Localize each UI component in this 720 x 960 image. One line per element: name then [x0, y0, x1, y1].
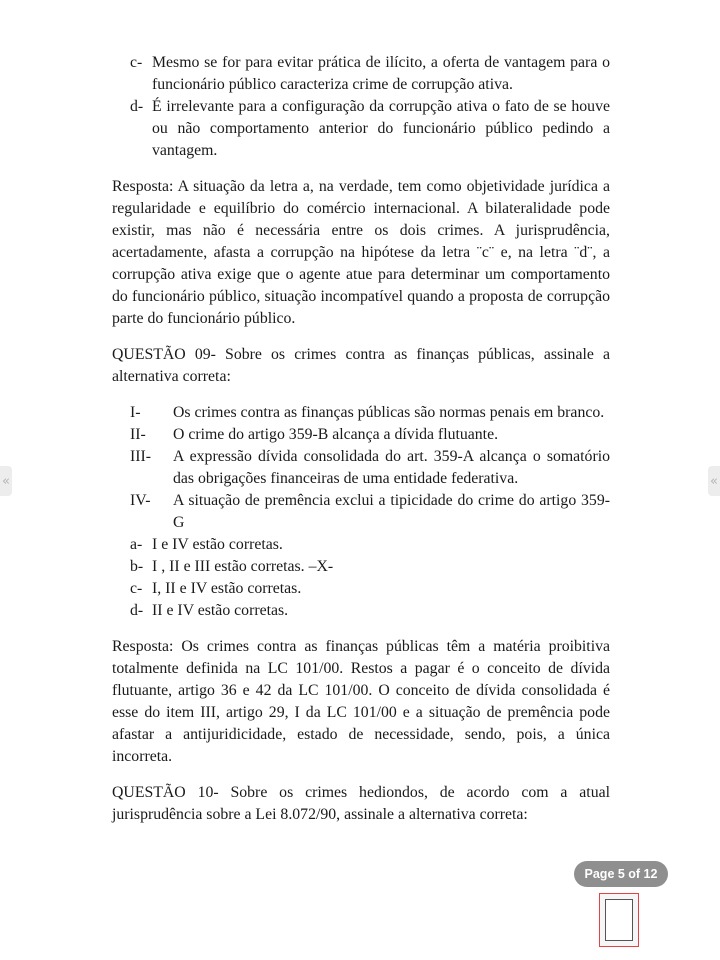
- question-10-heading: QUESTÃO 10- Sobre os crimes hediondos, de acordo com a atual jurisprudência sobre a Lei 8.072/90, assinale a alternativa correta:: [112, 784, 610, 823]
- list-item: [112, 424, 610, 446]
- list-item-text: A situação de premência exclui a tipicidade do crime do artigo 359-G: [173, 492, 610, 531]
- list-item-text: I , II e III estão corretas. –X-: [152, 558, 334, 575]
- list-item-text: É irrelevante para a configuração da corrupção ativa o fato de se houve ou não comportamento anterior do funcionário público pedindo a vantagem.: [152, 98, 610, 159]
- list-item: [112, 556, 610, 578]
- question-9-options: [112, 534, 610, 622]
- list-item-text: I, II e IV estão corretas.: [152, 580, 302, 597]
- list-marker: c-: [130, 580, 143, 597]
- list-marker: a-: [130, 536, 143, 553]
- thumbnail-page-icon: [605, 899, 633, 941]
- list-item: [112, 534, 610, 556]
- list-item-text: II e IV estão corretas.: [152, 602, 289, 619]
- list-item: [112, 490, 610, 534]
- list-marker: d-: [130, 98, 144, 115]
- question-9-heading: QUESTÃO 09- Sobre os crimes contra as finanças públicas, assinale a alternativa correta:: [112, 346, 610, 385]
- list-item: [112, 52, 610, 96]
- question-8-options-tail: [112, 52, 610, 162]
- page-indicator: Page 5 of 12: [574, 861, 668, 887]
- list-item-text: I e IV estão corretas.: [152, 536, 283, 553]
- list-item-text: A expressão dívida consolidada do art. 359-A alcança o somatório das obrigações financeiras de uma entidade federativa.: [173, 448, 610, 487]
- list-marker: II-: [130, 426, 146, 443]
- list-item: [112, 402, 610, 424]
- list-item: [112, 446, 610, 490]
- list-marker: c-: [130, 54, 143, 71]
- next-page-arrow-icon[interactable]: «: [708, 466, 720, 496]
- list-item: [112, 600, 610, 622]
- list-marker: I-: [130, 404, 141, 421]
- list-marker: b-: [130, 558, 144, 575]
- document-page: [112, 52, 610, 840]
- list-marker: d-: [130, 602, 144, 619]
- answer-question-8: Resposta: A situação da letra a, na verdade, tem como objetividade jurídica a regularidade e equilíbrio do comércio internacional. A bilateralidade pode existir, mas não é necessária entre os dois crimes. A jurisprudência, acertadamente, afasta a corrupção na hipótese da letra ¨c¨ e, na letra ¨d¨, a corrupção ativa exige que o agente atue para determinar um comportamento do funcionário público, situação incompatível quando a proposta de corrupção parte do funcionário público.: [112, 178, 610, 327]
- previous-page-arrow-icon[interactable]: «: [0, 466, 12, 496]
- answer-question-9: Resposta: Os crimes contra as finanças públicas têm a matéria proibitiva totalmente definida na LC 101/00. Restos a pagar é o conceito de dívida flutuante, artigo 36 e 42 da LC 101/00. O conceito de dívida consolidada é esse do item III, artigo 29, I da LC 101/00 e a situação de premência pode afastar a antijuridicidade, estado de necessidade, sendo, pois, a única incorreta.: [112, 638, 610, 765]
- list-item: [112, 96, 610, 162]
- page-thumbnail[interactable]: [599, 893, 639, 947]
- question-9-statements: [112, 402, 610, 534]
- list-marker: III-: [130, 448, 152, 465]
- list-item-text: Mesmo se for para evitar prática de ilícito, a oferta de vantagem para o funcionário público caracteriza crime de corrupção ativa.: [152, 54, 610, 93]
- list-item-text: O crime do artigo 359-B alcança a dívida flutuante.: [173, 426, 499, 443]
- list-marker: IV-: [130, 492, 151, 509]
- list-item-text: Os crimes contra as finanças públicas são normas penais em branco.: [173, 404, 605, 421]
- list-item: [112, 578, 610, 600]
